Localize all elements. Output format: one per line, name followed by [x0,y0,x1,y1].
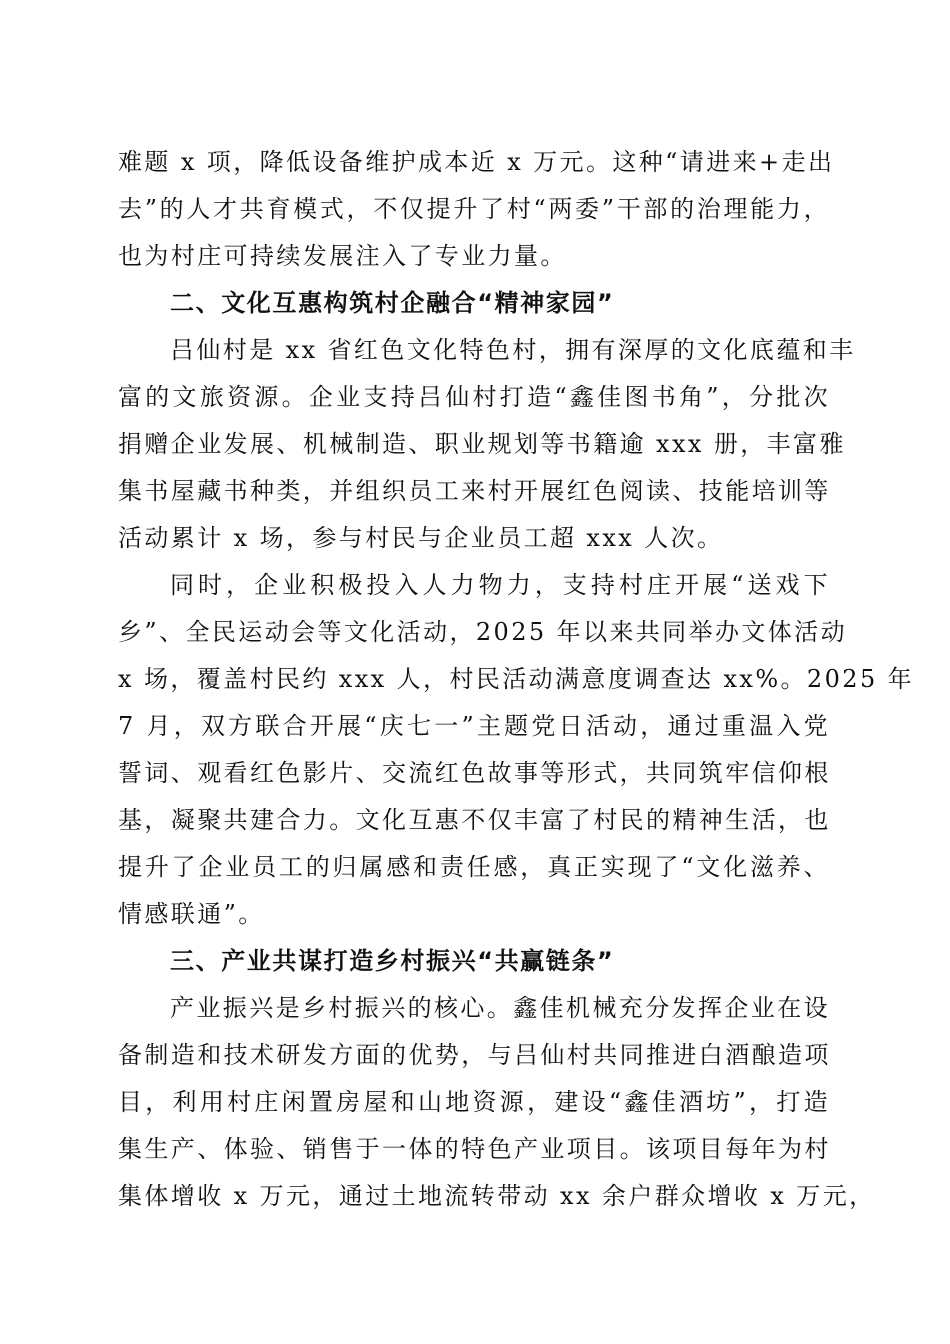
paragraph-line: 吕仙村是 xx 省红色文化特色村，拥有深厚的文化底蕴和丰 [170,336,856,364]
paragraph-line: 集书屋藏书种类，并组织员工来村开展红色阅读、技能培训等 [118,477,831,505]
paragraph-line: 同时，企业积极投入人力物力，支持村庄开展“送戏下 [170,571,830,599]
paragraph-line: 乡”、全民运动会等文化活动，2025 年以来共同举办文体活动 [118,618,847,646]
paragraph-line: 去”的人才共育模式，不仅提升了村“两委”干部的治理能力， [118,195,830,223]
paragraph-line: 目，利用村庄闲置房屋和山地资源，建设“鑫佳酒坊”，打造 [118,1088,830,1116]
paragraph-line: 活动累计 x 场，参与村民与企业员工超 xxx 人次。 [118,524,724,552]
paragraph-line: 提升了企业员工的归属感和责任感，真正实现了“文化滋养、 [118,853,830,881]
paragraph-line: 基，凝聚共建合力。文化互惠不仅丰富了村民的精神生活，也 [118,806,831,834]
paragraph-line: 备制造和技术研发方面的优势，与吕仙村共同推进白酒酿造项 [118,1041,831,1069]
paragraph-line: 也为村庄可持续发展注入了专业力量。 [118,242,567,270]
paragraph-line: 情感联通”。 [118,900,265,928]
document-body [118,139,915,1220]
paragraph-line: 集生产、体验、销售于一体的特色产业项目。该项目每年为村 [118,1135,831,1163]
paragraph-line: 集体增收 x 万元，通过土地流转带动 xx 余户群众增收 x 万元， [118,1182,876,1210]
paragraph-line: 誓词、观看红色影片、交流红色故事等形式，共同筑牢信仰根 [118,759,831,787]
paragraph-line: 7 月，双方联合开展“庆七一”主题党日活动，通过重温入党 [118,712,830,740]
paragraph-line: 难题 x 项，降低设备维护成本近 x 万元。这种“请进来+走出 [118,148,835,176]
paragraph-line: 捐赠企业发展、机械制造、职业规划等书籍逾 xxx 册，丰富雅 [118,430,846,458]
paragraph-line: 产业振兴是乡村振兴的核心。鑫佳机械充分发挥企业在设 [170,994,830,1022]
section-heading-2: 二、文化互惠构筑村企融合“精神家园” [170,289,615,317]
paragraph-line: x 场，覆盖村民约 xxx 人，村民活动满意度调查达 xx%。2025 年 [118,665,915,693]
section-heading-3: 三、产业共谋打造乡村振兴“共赢链条” [170,947,615,975]
paragraph-line: 富的文旅资源。企业支持吕仙村打造“鑫佳图书角”，分批次 [118,383,830,411]
